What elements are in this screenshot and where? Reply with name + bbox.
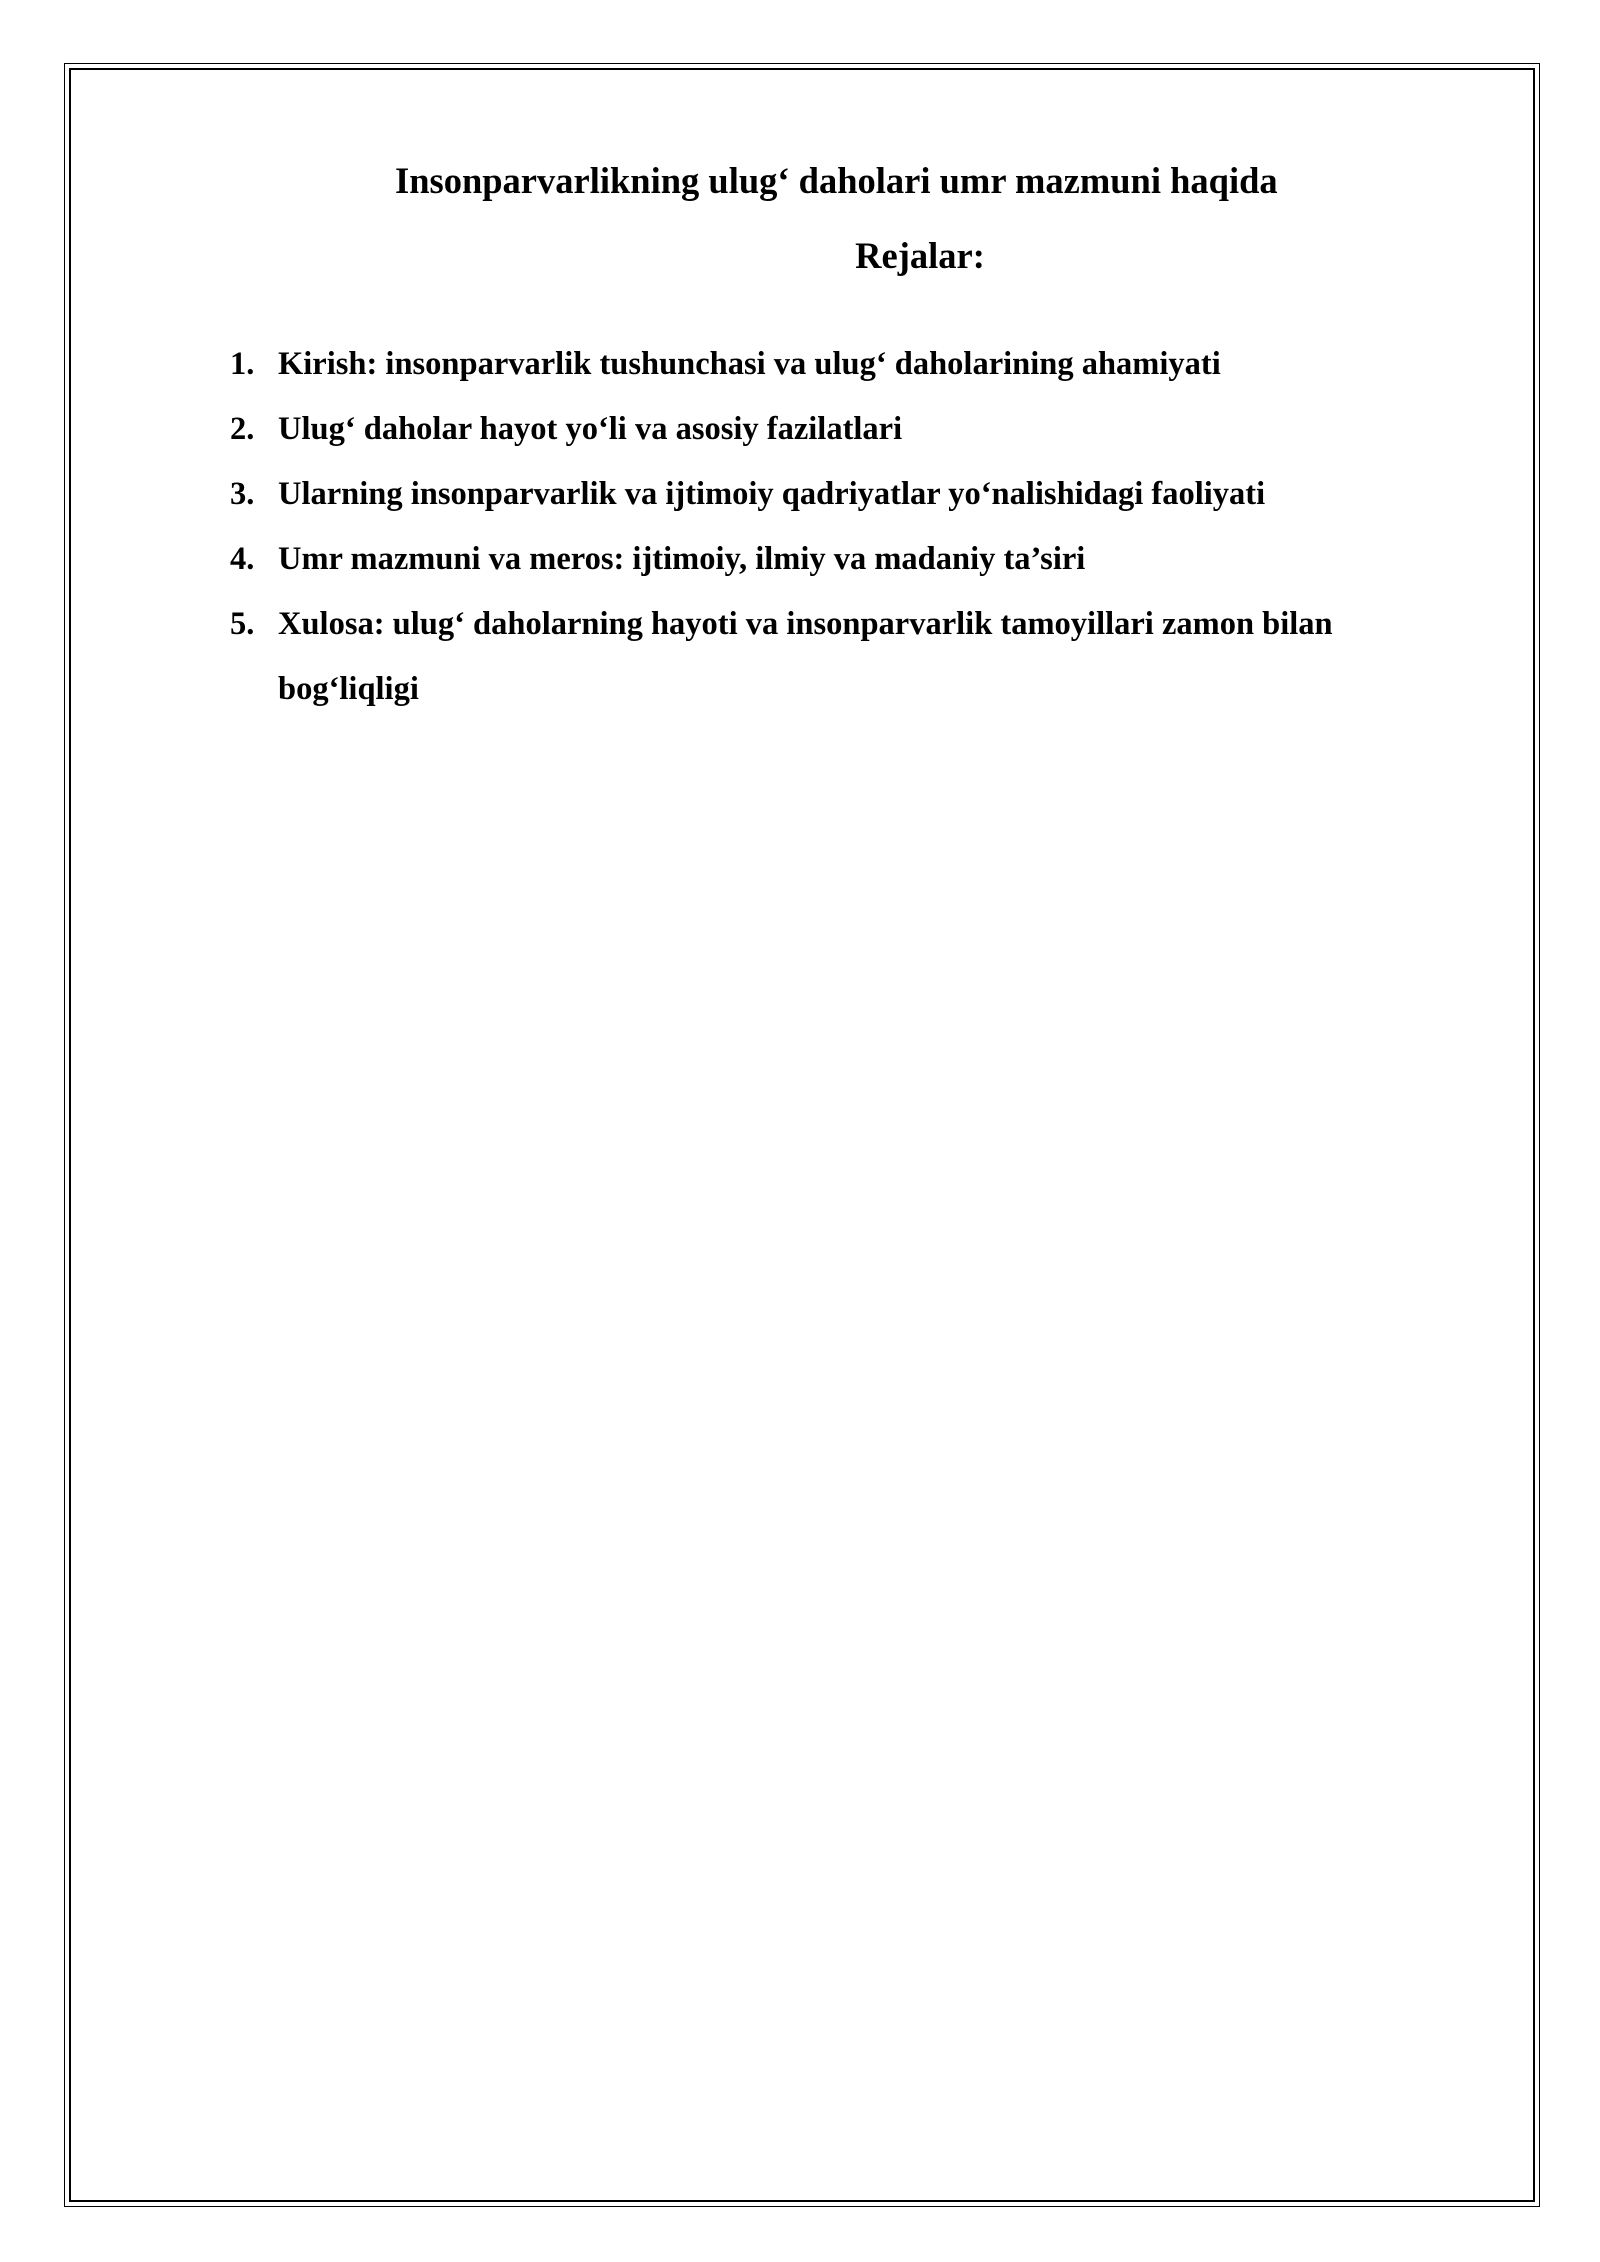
- plan-item-number: 3.: [230, 476, 255, 512]
- plan-item-1: [226, 332, 1456, 397]
- plan-item-number: 2.: [230, 411, 255, 447]
- plan-item-text: Ulug‘ daholar hayot yo‘li va asosiy fazilatlari: [278, 411, 903, 447]
- plan-item-text: Umr mazmuni va meros: ijtimoiy, ilmiy va madaniy ta’siri: [278, 541, 1086, 577]
- plan-heading: Rejalar:: [855, 235, 985, 276]
- document-title: Insonparvarlikning ulug‘ daholari umr mazmuni haqida: [395, 160, 1278, 201]
- plan-item-4: [226, 527, 1456, 592]
- plan-item-text: Xulosa: ulug‘ daholarning hayoti va insonparvarlik tamoyillari zamon bilan bog‘liqligi: [278, 606, 1333, 707]
- plan-item-number: 4.: [230, 541, 255, 577]
- plan-item-5: [226, 592, 1456, 722]
- plan-item-text: Kirish: insonparvarlik tushunchasi va ulug‘ daholarining ahamiyati: [278, 346, 1221, 382]
- plan-item-number: 5.: [230, 606, 255, 642]
- plan-item-text: Ularning insonparvarlik va ijtimoiy qadriyatlar yo‘nalishidagi faoliyati: [278, 476, 1266, 512]
- plan-item-3: [226, 462, 1456, 527]
- plan-item-2: [226, 397, 1456, 462]
- plan-list: [226, 332, 1456, 722]
- plan-item-number: 1.: [230, 346, 255, 382]
